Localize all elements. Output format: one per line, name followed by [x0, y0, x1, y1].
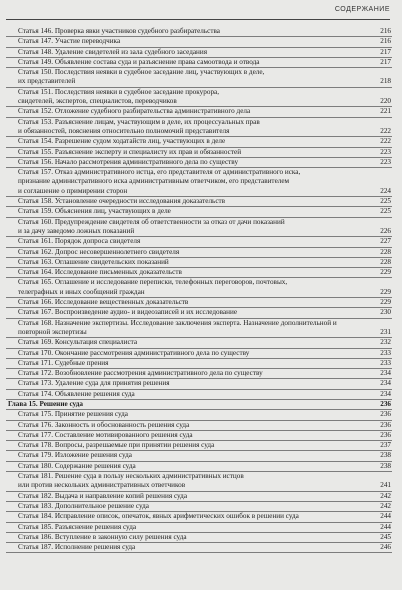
- toc-page-number: 226: [380, 226, 391, 235]
- toc-entry: [6, 258, 392, 268]
- toc-entry: [6, 177, 392, 186]
- toc-entry: [6, 207, 392, 217]
- toc-page-number: 222: [380, 137, 391, 146]
- toc-entry: [6, 298, 392, 308]
- toc-entry: [6, 148, 392, 158]
- toc-page-number: 217: [380, 57, 391, 66]
- toc-entry: [6, 27, 392, 37]
- toc-entry-title: Статья 147. Участие переводчика: [18, 37, 121, 46]
- toc-entry-title: Статья 184. Исправление описок, опечаток, явных арифметических ошибок в решении суда: [18, 512, 299, 521]
- toc-page-number: 233: [380, 348, 391, 357]
- toc-entry: [6, 472, 392, 481]
- toc-entry-title: Статья 154. Разрешение судом ходатайств лиц, участвующих в деле: [18, 137, 226, 146]
- toc-page-number: 237: [380, 441, 391, 450]
- toc-entry-title: Статья 152. Отложение судебного разбирательства административного дела: [18, 107, 251, 116]
- toc-entry: [6, 48, 392, 58]
- toc-entry-title: Статья 174. Объявление решения суда: [18, 389, 135, 398]
- toc-page-number: 238: [380, 451, 391, 460]
- toc-page-number: 217: [380, 47, 391, 56]
- toc-page-number: 244: [380, 512, 391, 521]
- toc-entry: [6, 543, 392, 553]
- toc-entry: [6, 68, 392, 77]
- toc-entry: [6, 421, 392, 431]
- toc-entry-title: Статья 164. Исследование письменных доказательств: [18, 268, 182, 277]
- toc-page-number: 231: [380, 327, 391, 336]
- toc-page-number: 221: [380, 107, 391, 116]
- toc-page-number: 222: [380, 126, 391, 135]
- toc-entry-title: признание административного иска административным ответчиком, его представителем: [18, 177, 290, 186]
- toc-entry-title: Статья 146. Проверка явки участников судебного разбирательства: [18, 27, 220, 35]
- toc-entry-title: Статья 163. Оглашение свидетельских показаний: [18, 257, 169, 266]
- toc-entry-title: Статья 185. Разъяснение решения суда: [18, 522, 137, 531]
- toc-page-number: 242: [380, 491, 391, 500]
- toc-entry: [6, 107, 392, 117]
- toc-entry: [6, 127, 392, 137]
- header-rule: [6, 19, 390, 20]
- toc-page-number: 220: [380, 97, 391, 106]
- toc-entry: [6, 369, 392, 379]
- toc-entry: [6, 227, 392, 237]
- toc-entry: [6, 137, 392, 147]
- toc-entry: [6, 77, 392, 87]
- toc-entry-title: свидетелей, экспертов, специалистов, переводчиков: [18, 97, 177, 106]
- toc-entry-title: Глава 15. Решение суда: [8, 399, 83, 408]
- toc-entry: [6, 37, 392, 47]
- toc-page-number: 236: [380, 420, 391, 429]
- toc-chapter-heading: [6, 400, 392, 410]
- toc-entry: [6, 462, 392, 472]
- toc-entry: [6, 237, 392, 247]
- toc-entry: [6, 308, 392, 318]
- toc-page-number: 229: [380, 268, 391, 277]
- toc-page-number: 225: [380, 207, 391, 216]
- toc-entry: [6, 158, 392, 168]
- toc-page-number: 223: [380, 157, 391, 166]
- toc-entry-title: Статья 148. Удаление свидетелей из зала судебного заседания: [18, 47, 208, 56]
- toc-entry: [6, 481, 392, 491]
- toc-entry: [6, 97, 392, 107]
- toc-entry-title: и соглашение о примирении сторон: [18, 186, 128, 195]
- toc-entry: [6, 523, 392, 533]
- toc-entry-title: Статья 158. Установление очередности исследования доказательств: [18, 197, 226, 206]
- toc-entry-title: Статья 168. Назначение экспертизы. Исследование заключения эксперта. Назначение дополнительной и: [18, 318, 337, 327]
- toc-page-number: 229: [380, 298, 391, 307]
- toc-page-number: 236: [380, 410, 391, 419]
- toc-page-number: 224: [380, 186, 391, 195]
- toc-entry: [6, 441, 392, 451]
- toc-entry: [6, 451, 392, 461]
- toc-page-number: 223: [380, 147, 391, 156]
- toc-entry-title: Статья 180. Содержание решения суда: [18, 461, 136, 470]
- toc-entry-title: и за дачу заведомо ложных показаний: [18, 226, 135, 235]
- toc-entry-title: Статья 155. Разъяснение эксперту и специалисту их прав и обязанностей: [18, 147, 242, 156]
- toc-page-number: 236: [380, 399, 391, 408]
- toc-page-number: 230: [380, 308, 391, 317]
- toc-entry: [6, 118, 392, 127]
- toc-entry-title: Статья 149. Объявление состава суда и разъяснение права самоотвода и отвода: [18, 57, 260, 66]
- toc-page-number: 234: [380, 389, 391, 398]
- toc-page-number: 216: [380, 37, 391, 46]
- toc-entry-title: Статья 167. Воспроизведение аудио- и видеозаписей и их исследование: [18, 308, 238, 317]
- toc-page-number: 232: [380, 338, 391, 347]
- toc-entry: [6, 288, 392, 298]
- toc-page-number: 218: [380, 77, 391, 86]
- toc-entry: [6, 338, 392, 348]
- toc-page-number: 234: [380, 369, 391, 378]
- toc-entry: [6, 197, 392, 207]
- toc-entry-title: Статья 182. Выдача и направление копий решения суда: [18, 491, 188, 500]
- toc-page-number: 238: [380, 461, 391, 470]
- toc-entry: [6, 218, 392, 227]
- toc-entry-title: Статья 175. Принятие решения суда: [18, 410, 128, 419]
- toc-entry-title: Статья 165. Оглашение и исследование переписки, телефонных переговоров, почтовых,: [18, 278, 288, 287]
- toc-entry-title: Статья 179. Изложение решения суда: [18, 451, 132, 460]
- toc-entry: [6, 492, 392, 502]
- toc-entry-title: Статья 178. Вопросы, разрешаемые при принятии решения суда: [18, 441, 215, 450]
- toc-entry-title: телеграфных и иных сообщений граждан: [18, 287, 145, 296]
- toc-entry: [6, 533, 392, 543]
- toc-entry: [6, 268, 392, 278]
- toc-page-number: 236: [380, 430, 391, 439]
- toc-entry-title: их представителей: [18, 77, 76, 86]
- toc-entry: [6, 390, 392, 400]
- toc-entry: [6, 58, 392, 68]
- toc-entry-title: Статья 183. Дополнительное решение суда: [18, 501, 149, 510]
- toc-entry: [6, 278, 392, 287]
- toc-entry: [6, 349, 392, 359]
- toc-entry-title: Статья 166. Исследование вещественных доказательств: [18, 298, 189, 307]
- toc-entry-title: Статья 169. Консультация специалиста: [18, 338, 138, 347]
- toc-entry-title: Статья 177. Составление мотивированного решения суда: [18, 430, 193, 439]
- toc-entry-title: Статья 176. Законность и обоснованность решения суда: [18, 420, 190, 429]
- running-header: [0, 0, 402, 24]
- toc-page-number: 228: [380, 247, 391, 256]
- toc-page-number: 234: [380, 379, 391, 388]
- toc-page-number: 233: [380, 358, 391, 367]
- toc-entry-title: Статья 170. Окончание рассмотрения административного дела по существу: [18, 348, 250, 357]
- toc-entry-title: Статья 187. Исполнение решения суда: [18, 543, 136, 552]
- toc-entry-title: Статья 160. Предупреждение свидетеля об ответственности за отказ от дачи показаний: [18, 217, 285, 226]
- toc-entry: [6, 88, 392, 97]
- toc-entry-title: Статья 181. Решение суда в пользу нескольких административных истцов: [18, 472, 244, 481]
- toc-entry-title: Статья 172. Возобновление рассмотрения административного дела по существу: [18, 369, 263, 378]
- toc-entry: [6, 319, 392, 328]
- toc-page-number: 242: [380, 501, 391, 510]
- toc-page-number: 241: [380, 481, 391, 490]
- table-of-contents: [6, 27, 392, 553]
- toc-page-number: 246: [380, 543, 391, 552]
- toc-entry-title: Статья 173. Удаление суда для принятия решения: [18, 379, 170, 388]
- toc-entry-title: Статья 157. Отказ административного истца, его представителя от административного иска,: [18, 168, 301, 177]
- toc-entry: [6, 410, 392, 420]
- toc-page-number: 227: [380, 237, 391, 246]
- toc-page-number: 229: [380, 287, 391, 296]
- toc-entry-title: Статья 162. Допрос несовершеннолетнего свидетеля: [18, 247, 180, 256]
- toc-page-number: 245: [380, 532, 391, 541]
- toc-entry-title: или против нескольких административных ответчиков: [18, 481, 186, 490]
- toc-entry: [6, 248, 392, 258]
- toc-entry: [6, 359, 392, 369]
- toc-entry-title: Статья 161. Порядок допроса свидетеля: [18, 237, 141, 246]
- toc-entry-title: Статья 151. Последствия неявки в судебное заседание прокурора,: [18, 87, 220, 96]
- toc-page-number: 216: [380, 27, 391, 35]
- toc-entry: [6, 168, 392, 177]
- toc-page-number: 225: [380, 197, 391, 206]
- toc-page-number: 244: [380, 522, 391, 531]
- toc-entry-title: Статья 159. Объяснения лиц, участвующих в деле: [18, 207, 171, 216]
- section-title: СОДЕРЖАНИЕ: [334, 6, 390, 13]
- toc-entry-title: Статья 171. Судебные прения: [18, 358, 109, 367]
- toc-page-number: 228: [380, 257, 391, 266]
- toc-entry-title: Статья 153. Разъяснение лицам, участвующим в деле, их процессуальных прав: [18, 117, 260, 126]
- toc-entry-title: и обязанностей, пояснения относительно полномочий представителя: [18, 126, 230, 135]
- toc-entry: [6, 379, 392, 389]
- toc-entry: [6, 512, 392, 522]
- toc-entry-title: Статья 156. Начало рассмотрения административного дела по существу: [18, 157, 239, 166]
- toc-entry: [6, 431, 392, 441]
- toc-entry: [6, 502, 392, 512]
- toc-entry: [6, 328, 392, 338]
- toc-entry-title: Статья 186. Вступление в законную силу решения суда: [18, 532, 187, 541]
- toc-entry-title: Статья 150. Последствия неявки в судебное заседание лиц, участвующих в деле,: [18, 68, 265, 77]
- toc-entry: [6, 187, 392, 197]
- toc-entry-title: повторной экспертизы: [18, 327, 87, 336]
